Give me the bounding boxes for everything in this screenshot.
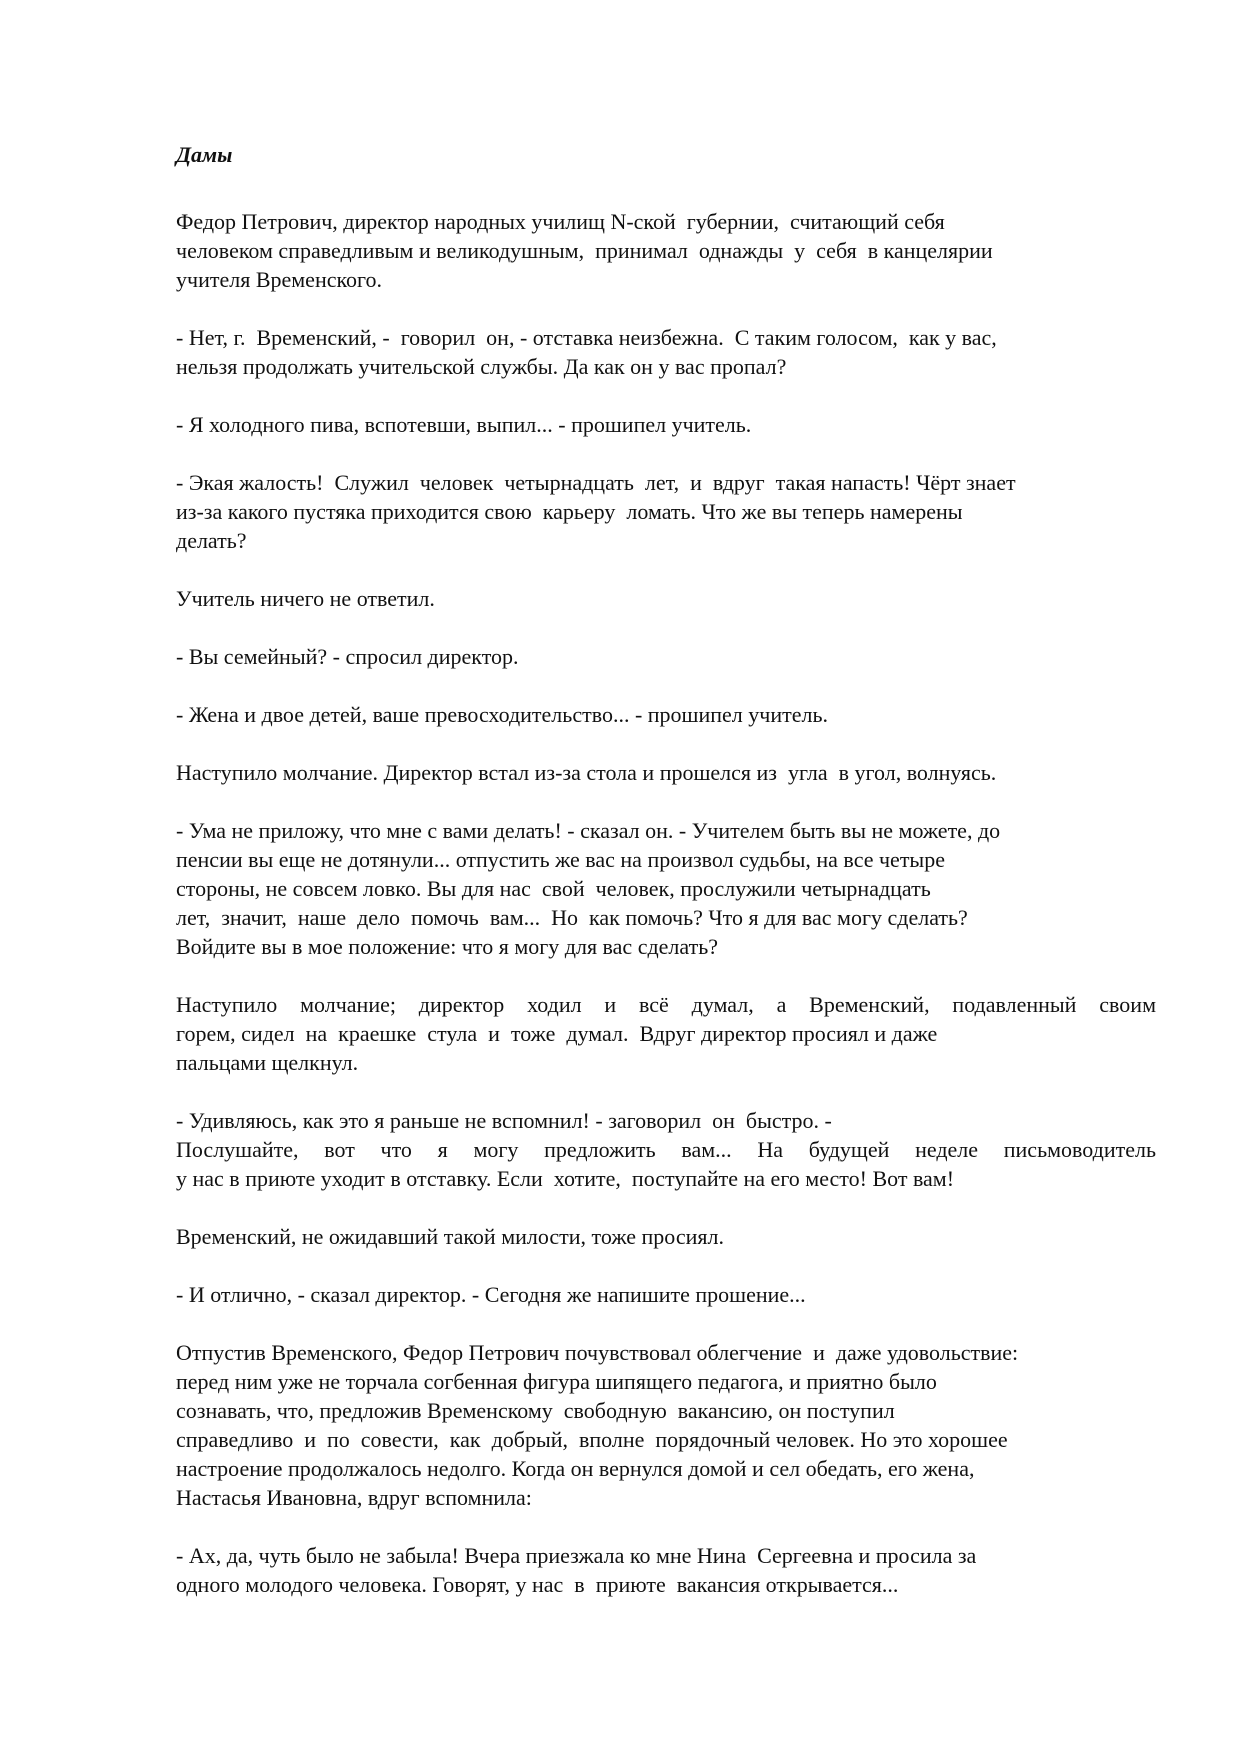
text-line: делать? bbox=[176, 528, 247, 553]
paragraph bbox=[176, 207, 1156, 294]
paragraph bbox=[176, 758, 1156, 787]
paragraph bbox=[176, 1222, 1156, 1251]
document-title: Дамы bbox=[176, 142, 233, 167]
document-page bbox=[176, 140, 1156, 1628]
paragraph bbox=[176, 1106, 1156, 1193]
paragraph bbox=[176, 410, 1156, 439]
text-line: - Я холодного пива, вспотевши, выпил... - прошипел учитель. bbox=[176, 412, 752, 437]
paragraph bbox=[176, 1541, 1156, 1599]
text-line: справедливо и по совести, как добрый, вполне порядочный человек. Но это хорошее bbox=[176, 1427, 1008, 1452]
text-line: горем, сидел на краешке стула и тоже думал. Вдруг директор просиял и даже bbox=[176, 1021, 938, 1046]
paragraph bbox=[176, 816, 1156, 961]
text-line: - Ах, да, чуть было не забыла! Вчера приезжала ко мне Нина Сергеевна и просила за bbox=[176, 1543, 977, 1568]
text-line: - Ума не приложу, что мне с вами делать! - сказал он. - Учителем быть вы не можете, до bbox=[176, 818, 1001, 843]
text-line: Учитель ничего не ответил. bbox=[176, 586, 435, 611]
text-line: - Вы семейный? - спросил директор. bbox=[176, 644, 519, 669]
text-line: нельзя продолжать учительской службы. Да как он у вас пропал? bbox=[176, 354, 787, 379]
text-line: Наступило молчание. Директор встал из-за стола и прошелся из угла в угол, волнуясь. bbox=[176, 760, 997, 785]
text-line: Настасья Ивановна, вдруг вспомнила: bbox=[176, 1485, 532, 1510]
text-line: Послушайте, вот что я могу предложить вам... На будущей неделе письмоводитель bbox=[176, 1137, 1156, 1162]
text-line: - Жена и двое детей, ваше превосходительство... - прошипел учитель. bbox=[176, 702, 828, 727]
text-line: пенсии вы еще не дотянули... отпустить же вас на произвол судьбы, на все четыре bbox=[176, 847, 945, 872]
text-line: стороны, не совсем ловко. Вы для нас свой человек, прослужили четырнадцать bbox=[176, 876, 931, 901]
paragraph bbox=[176, 323, 1156, 381]
paragraph bbox=[176, 584, 1156, 613]
text-line: у нас в приюте уходит в отставку. Если хотите, поступайте на его место! Вот вам! bbox=[176, 1166, 955, 1191]
paragraph bbox=[176, 700, 1156, 729]
text-line: учителя Временского. bbox=[176, 267, 383, 292]
text-line: перед ним уже не торчала согбенная фигура шипящего педагога, и приятно было bbox=[176, 1369, 937, 1394]
text-line: Наступило молчание; директор ходил и всё думал, а Временский, подавленный своим bbox=[176, 992, 1156, 1017]
text-line: Федор Петрович, директор народных училищ N-ской губернии, считающий себя bbox=[176, 209, 945, 234]
text-line: - Нет, г. Временский, - говорил он, - отставка неизбежна. С таким голосом, как у вас, bbox=[176, 325, 997, 350]
document-body bbox=[176, 207, 1156, 1599]
paragraph bbox=[176, 642, 1156, 671]
text-line: настроение продолжалось недолго. Когда он вернулся домой и сел обедать, его жена, bbox=[176, 1456, 975, 1481]
text-line: Временский, не ожидавший такой милости, тоже просиял. bbox=[176, 1224, 724, 1249]
text-line: из-за какого пустяка приходится свою карьеру ломать. Что же вы теперь намерены bbox=[176, 499, 963, 524]
text-line: Отпустив Временского, Федор Петрович почувствовал облегчение и даже удовольствие: bbox=[176, 1340, 1019, 1365]
text-line: Войдите вы в мое положение: что я могу для вас сделать? bbox=[176, 934, 718, 959]
text-line: - И отлично, - сказал директор. - Сегодня же напишите прошение... bbox=[176, 1282, 806, 1307]
text-line: одного молодого человека. Говорят, у нас в приюте вакансия открывается... bbox=[176, 1572, 899, 1597]
text-line: лет, значит, наше дело помочь вам... Но как помочь? Что я для вас могу сделать? bbox=[176, 905, 968, 930]
text-line: человеком справедливым и великодушным, принимал однажды у себя в канцелярии bbox=[176, 238, 993, 263]
paragraph bbox=[176, 468, 1156, 555]
text-line: сознавать, что, предложив Временскому свободную вакансию, он поступил bbox=[176, 1398, 895, 1423]
text-line: - Экая жалость! Служил человек четырнадцать лет, и вдруг такая напасть! Чёрт знает bbox=[176, 470, 1016, 495]
text-line: пальцами щелкнул. bbox=[176, 1050, 359, 1075]
paragraph bbox=[176, 1280, 1156, 1309]
paragraph bbox=[176, 990, 1156, 1077]
text-line: - Удивляюсь, как это я раньше не вспомнил! - заговорил он быстро. - bbox=[176, 1108, 832, 1133]
paragraph bbox=[176, 1338, 1156, 1512]
